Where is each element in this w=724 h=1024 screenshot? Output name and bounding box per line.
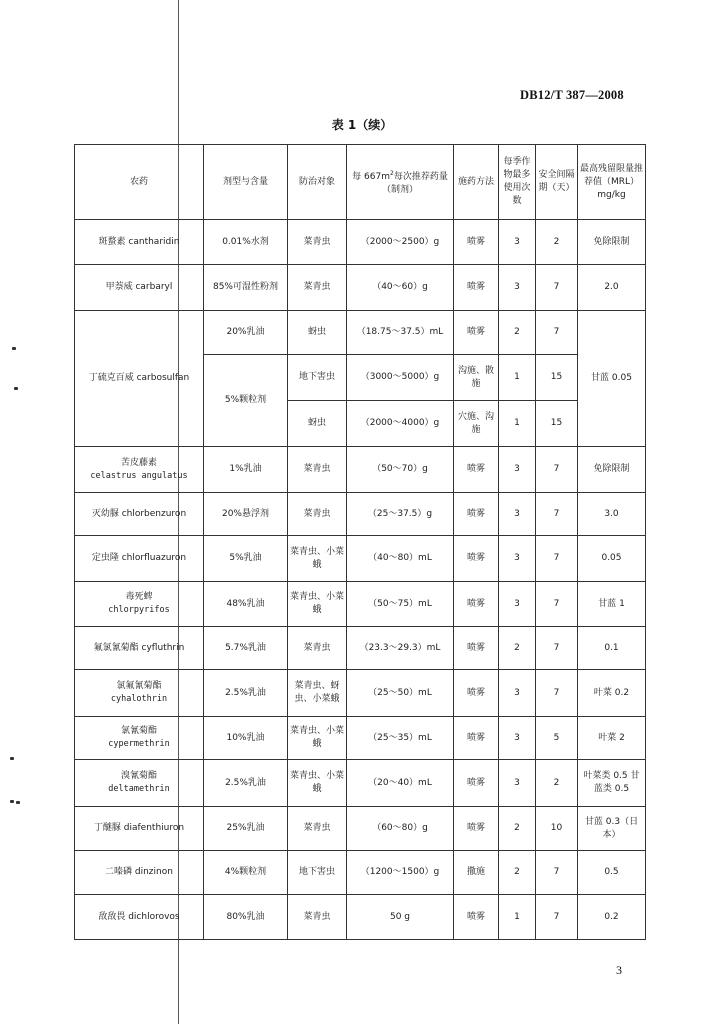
- cell-mrl: 0.1: [578, 627, 646, 670]
- table-row: [75, 807, 646, 851]
- cell-max-uses: 1: [499, 401, 536, 447]
- table-row: [75, 493, 646, 536]
- cell-dose: （2000～2500）g: [347, 220, 454, 265]
- table-row: [75, 447, 646, 493]
- cell-dose: （25～35）mL: [347, 717, 454, 760]
- cell-method: 喷雾: [454, 493, 499, 536]
- cell-target: 地下害虫: [288, 851, 347, 895]
- cell-method: 喷雾: [454, 807, 499, 851]
- cell-dose: （40～60）g: [347, 265, 454, 311]
- table-row: [75, 536, 646, 582]
- cell-max-uses: 3: [499, 493, 536, 536]
- pesticide-en: celastrus angulatus: [90, 470, 188, 481]
- pesticide-cn: 氯氰菊酯: [120, 726, 157, 736]
- cell-method: 喷雾: [454, 627, 499, 670]
- cell-method: 喷雾: [454, 670, 499, 717]
- cell-interval: 7: [536, 265, 578, 311]
- cell-target: 菜青虫、小菜蛾: [288, 760, 347, 807]
- cell-target: 菜青虫: [288, 447, 347, 493]
- cell-dose: （23.3～29.3）mL: [347, 627, 454, 670]
- scan-mark: [16, 801, 20, 804]
- scan-mark: [10, 757, 14, 760]
- page-number: 3: [616, 963, 622, 977]
- cell-dose: （60～80）g: [347, 807, 454, 851]
- cell-max-uses: 2: [499, 807, 536, 851]
- cell-interval: 15: [536, 401, 578, 447]
- cell-target: 菜青虫: [288, 627, 347, 670]
- cell-formulation: 0.01%水剂: [204, 220, 288, 265]
- table-row: [75, 627, 646, 670]
- cell-max-uses: 3: [499, 265, 536, 311]
- cell-method: 喷雾: [454, 536, 499, 582]
- cell-pesticide: 甲萘威 carbaryl: [75, 265, 204, 311]
- cell-interval: 2: [536, 760, 578, 807]
- cell-target: 菜青虫: [288, 895, 347, 940]
- cell-max-uses: 3: [499, 760, 536, 807]
- pesticide-cn: 毒死蜱: [125, 592, 153, 602]
- cell-method: 喷雾: [454, 895, 499, 940]
- col-max-uses: 每季作物最多使用次数: [499, 145, 536, 220]
- cell-interval: 2: [536, 220, 578, 265]
- table-row: [75, 670, 646, 717]
- cell-method: 沟施、散施: [454, 355, 499, 401]
- cell-interval: 7: [536, 670, 578, 717]
- table-row: [75, 265, 646, 311]
- scan-mark: [14, 387, 18, 390]
- cell-formulation: 25%乳油: [204, 807, 288, 851]
- cell-max-uses: 2: [499, 851, 536, 895]
- cell-mrl: 甘蓝 1: [578, 582, 646, 627]
- pesticide-table: [74, 144, 646, 940]
- cell-target: 菜青虫: [288, 807, 347, 851]
- col-pesticide: 农药: [75, 145, 204, 220]
- cell-method: 喷雾: [454, 311, 499, 355]
- col-target: 防治对象: [288, 145, 347, 220]
- cell-method: 喷雾: [454, 582, 499, 627]
- col-formulation: 剂型与含量: [204, 145, 288, 220]
- table-row: [75, 582, 646, 627]
- cell-formulation: 48%乳油: [204, 582, 288, 627]
- pesticide-cn: 氯氟氰菊酯: [116, 681, 162, 691]
- cell-method: 喷雾: [454, 760, 499, 807]
- cell-max-uses: 3: [499, 717, 536, 760]
- cell-formulation: 80%乳油: [204, 895, 288, 940]
- cell-target: 菜青虫、小菜蛾: [288, 717, 347, 760]
- cell-pesticide: [75, 717, 204, 760]
- table-row: [75, 895, 646, 940]
- col-dose-sup: 2: [389, 170, 394, 177]
- cell-mrl: 叶菜 2: [578, 717, 646, 760]
- cell-max-uses: 3: [499, 536, 536, 582]
- table-row: [75, 220, 646, 265]
- scan-mark: [10, 800, 14, 803]
- cell-dose: （25～37.5）g: [347, 493, 454, 536]
- cell-method: 喷雾: [454, 220, 499, 265]
- cell-method: 喷雾: [454, 447, 499, 493]
- cell-target: 菜青虫: [288, 220, 347, 265]
- cell-max-uses: 3: [499, 220, 536, 265]
- table-title: 表 1（续）: [331, 118, 393, 132]
- col-dose: [347, 145, 454, 220]
- pesticide-en: chlorpyrifos: [108, 605, 170, 615]
- cell-pesticide: [75, 447, 204, 493]
- cell-interval: 7: [536, 493, 578, 536]
- cell-formulation: 1%乳油: [204, 447, 288, 493]
- cell-target: 菜青虫、蚜虫、小菜蛾: [288, 670, 347, 717]
- cell-dose: （25～50）mL: [347, 670, 454, 717]
- cell-max-uses: 3: [499, 670, 536, 717]
- cell-pesticide: 灭幼脲 chlorbenzuron: [75, 493, 204, 536]
- cell-interval: 7: [536, 311, 578, 355]
- cell-mrl: 免除限制: [578, 220, 646, 265]
- cell-dose: （50～75）mL: [347, 582, 454, 627]
- cell-target: 菜青虫: [288, 265, 347, 311]
- cell-mrl: 0.05: [578, 536, 646, 582]
- cell-interval: 7: [536, 447, 578, 493]
- pesticide-en: cyhalothrin: [110, 694, 168, 704]
- table-row: [75, 760, 646, 807]
- cell-pesticide: 氟氯氰菊酯 cyfluthrin: [75, 627, 204, 670]
- cell-dose: （1200～1500）g: [347, 851, 454, 895]
- cell-formulation: 2.5%乳油: [204, 670, 288, 717]
- cell-dose: （50～70）g: [347, 447, 454, 493]
- cell-max-uses: 2: [499, 311, 536, 355]
- scan-mark: [12, 347, 16, 350]
- cell-interval: 15: [536, 355, 578, 401]
- cell-formulation: 2.5%乳油: [204, 760, 288, 807]
- cell-mrl: 甘蓝 0.05: [578, 311, 646, 447]
- cell-max-uses: 2: [499, 627, 536, 670]
- cell-interval: 7: [536, 582, 578, 627]
- cell-interval: 5: [536, 717, 578, 760]
- cell-dose: 50 g: [347, 895, 454, 940]
- cell-pesticide: [75, 760, 204, 807]
- cell-mrl: 0.5: [578, 851, 646, 895]
- pesticide-en: cypermethrin: [108, 739, 170, 749]
- cell-interval: 7: [536, 895, 578, 940]
- cell-dose: （3000～5000）g: [347, 355, 454, 401]
- col-dose-line1: 每 667m: [352, 172, 390, 182]
- cell-method: 撒施: [454, 851, 499, 895]
- pesticide-cn: 溴氰菊酯: [120, 771, 157, 781]
- cell-target: 地下害虫: [288, 355, 347, 401]
- cell-target: 菜青虫: [288, 493, 347, 536]
- cell-pesticide: 二嗪磷 dinzinon: [75, 851, 204, 895]
- cell-formulation: 20%乳油: [204, 311, 288, 355]
- cell-mrl: 叶菜类 0.5 甘蓝类 0.5: [578, 760, 646, 807]
- cell-max-uses: 1: [499, 895, 536, 940]
- cell-target: 蚜虫: [288, 401, 347, 447]
- cell-pesticide: 定虫隆 chlorfluazuron: [75, 536, 204, 582]
- cell-interval: 10: [536, 807, 578, 851]
- cell-formulation: 5%乳油: [204, 536, 288, 582]
- cell-pesticide: 丁醚脲 diafenthiuron: [75, 807, 204, 851]
- cell-pesticide: 丁硫克百威 carbosulfan: [75, 311, 204, 447]
- cell-formulation: 5.7%乳油: [204, 627, 288, 670]
- col-mrl: 最高残留限量推荐值（MRL）mg/kg: [578, 145, 646, 220]
- cell-mrl: 0.2: [578, 895, 646, 940]
- cell-target: 菜青虫、小菜蛾: [288, 536, 347, 582]
- cell-mrl: 免除限制: [578, 447, 646, 493]
- cell-method: 喷雾: [454, 265, 499, 311]
- cell-pesticide: 敌敌畏 dichlorovos: [75, 895, 204, 940]
- cell-max-uses: 3: [499, 447, 536, 493]
- pesticide-cn: 苦皮藤素: [120, 457, 157, 468]
- cell-interval: 7: [536, 851, 578, 895]
- col-interval: 安全间隔期（天）: [536, 145, 578, 220]
- col-method: 施药方法: [454, 145, 499, 220]
- cell-mrl: 3.0: [578, 493, 646, 536]
- cell-formulation: 4%颗粒剂: [204, 851, 288, 895]
- cell-target: 蚜虫: [288, 311, 347, 355]
- table-row: [75, 311, 646, 355]
- cell-method: 穴施、沟施: [454, 401, 499, 447]
- col-dose-line2: 每次推荐药量（制剂）: [381, 172, 448, 195]
- cell-mrl: 甘蓝 0.3（日本）: [578, 807, 646, 851]
- cell-dose: （18.75～37.5）mL: [347, 311, 454, 355]
- pesticide-en: deltamethrin: [108, 784, 170, 794]
- cell-dose: （20～40）mL: [347, 760, 454, 807]
- cell-formulation: 10%乳油: [204, 717, 288, 760]
- cell-target: 菜青虫、小菜蛾: [288, 582, 347, 627]
- table-row: [75, 851, 646, 895]
- cell-interval: 7: [536, 627, 578, 670]
- cell-dose: （2000～4000）g: [347, 401, 454, 447]
- cell-pesticide: [75, 582, 204, 627]
- standard-code: DB12/T 387—2008: [520, 88, 624, 102]
- cell-method: 喷雾: [454, 717, 499, 760]
- cell-pesticide: 斑蝥素 cantharidin: [75, 220, 204, 265]
- cell-max-uses: 1: [499, 355, 536, 401]
- cell-formulation: 20%悬浮剂: [204, 493, 288, 536]
- cell-mrl: 叶菜 0.2: [578, 670, 646, 717]
- cell-pesticide: [75, 670, 204, 717]
- header-row: [75, 145, 646, 220]
- table-row: [75, 717, 646, 760]
- cell-mrl: 2.0: [578, 265, 646, 311]
- cell-formulation: 5%颗粒剂: [204, 355, 288, 447]
- cell-formulation: 85%可湿性粉剂: [204, 265, 288, 311]
- cell-max-uses: 3: [499, 582, 536, 627]
- cell-dose: （40～80）mL: [347, 536, 454, 582]
- cell-interval: 7: [536, 536, 578, 582]
